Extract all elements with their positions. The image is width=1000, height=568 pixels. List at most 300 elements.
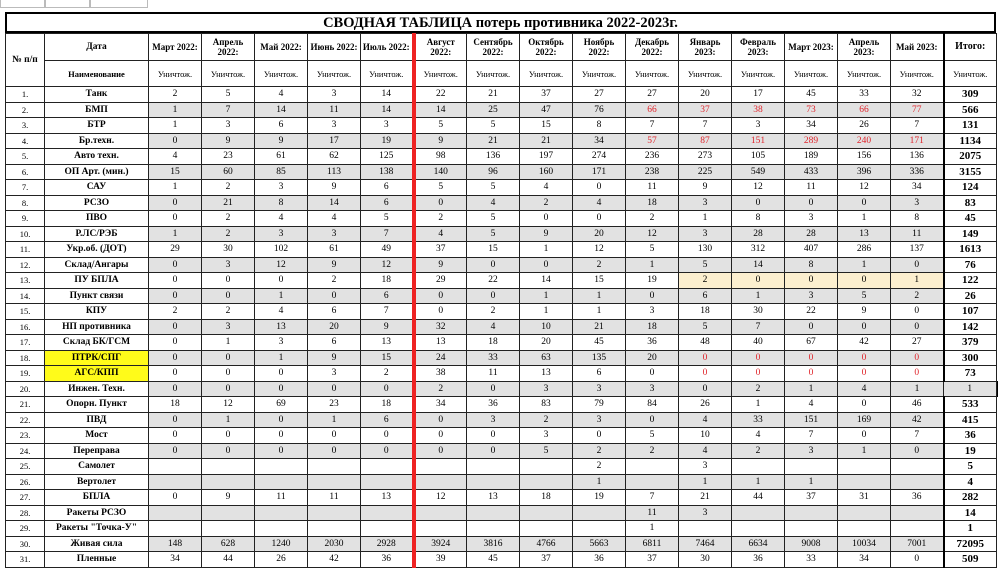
- table-row: [6, 381, 997, 397]
- row-total: 83: [944, 195, 997, 211]
- value-cell: 34: [838, 552, 891, 568]
- row-name: ПУ БПЛА: [45, 273, 149, 289]
- value-cell: 1: [679, 211, 732, 227]
- value-cell: 0: [255, 412, 308, 428]
- value-cell: 3: [573, 412, 626, 428]
- value-cell: [414, 474, 467, 490]
- value-cell: 2: [520, 412, 573, 428]
- table-row: [6, 474, 997, 490]
- value-cell: 4: [255, 211, 308, 227]
- value-cell: [149, 505, 202, 521]
- value-cell: 1: [149, 118, 202, 134]
- row-total: 72095: [944, 536, 997, 552]
- table-row: [6, 319, 997, 335]
- value-cell: 0: [838, 350, 891, 366]
- value-cell: 3: [202, 118, 255, 134]
- value-cell: 9: [414, 257, 467, 273]
- value-cell: 0: [202, 366, 255, 382]
- value-cell: 22: [467, 273, 520, 289]
- value-cell: 36: [467, 397, 520, 413]
- row-total: 1613: [944, 242, 997, 258]
- value-cell: 1240: [255, 536, 308, 552]
- header-sub: Уничтож.: [414, 61, 467, 87]
- value-cell: [838, 459, 891, 475]
- value-cell: 7: [626, 118, 679, 134]
- value-cell: 0: [467, 443, 520, 459]
- value-cell: 67: [785, 335, 838, 351]
- value-cell: 29: [149, 242, 202, 258]
- value-cell: 4: [679, 412, 732, 428]
- value-cell: 0: [255, 381, 308, 397]
- value-cell: 4: [149, 149, 202, 165]
- table-row: [6, 412, 997, 428]
- table-row: [6, 335, 997, 351]
- value-cell: 1: [255, 288, 308, 304]
- header-month: Июнь 2022:: [308, 34, 361, 61]
- value-cell: [414, 505, 467, 521]
- value-cell: [202, 459, 255, 475]
- value-cell: [255, 505, 308, 521]
- header-month: Март 2022:: [149, 34, 202, 61]
- value-cell: 2: [414, 381, 467, 397]
- value-cell: 13: [361, 335, 414, 351]
- row-total: 3155: [944, 164, 997, 180]
- value-cell: 0: [891, 552, 944, 568]
- value-cell: 137: [891, 242, 944, 258]
- value-cell: 148: [149, 536, 202, 552]
- row-number: 30.: [6, 536, 45, 552]
- value-cell: 0: [626, 412, 679, 428]
- value-cell: [732, 459, 785, 475]
- value-cell: 0: [838, 366, 891, 382]
- value-cell: 3816: [467, 536, 520, 552]
- value-cell: 34: [785, 118, 838, 134]
- value-cell: 12: [414, 490, 467, 506]
- value-cell: 4: [732, 428, 785, 444]
- value-cell: 4: [573, 195, 626, 211]
- value-cell: 28: [785, 226, 838, 242]
- value-cell: 1: [573, 288, 626, 304]
- header-sub: Уничтож.: [785, 61, 838, 87]
- value-cell: 0: [202, 428, 255, 444]
- value-cell: 8: [891, 211, 944, 227]
- row-name: ПВД: [45, 412, 149, 428]
- value-cell: 18: [626, 319, 679, 335]
- value-cell: 18: [361, 273, 414, 289]
- value-cell: 19: [626, 273, 679, 289]
- value-cell: [520, 521, 573, 537]
- value-cell: 33: [785, 552, 838, 568]
- value-cell: 0: [202, 273, 255, 289]
- value-cell: 77: [891, 102, 944, 118]
- value-cell: 37: [414, 242, 467, 258]
- row-name: Вертолет: [45, 474, 149, 490]
- row-number: 20.: [6, 381, 45, 397]
- value-cell: 76: [573, 102, 626, 118]
- value-cell: 3: [308, 87, 361, 103]
- header-sub: Уничтож.: [891, 61, 944, 87]
- header-month: Сентябрь 2022:: [467, 34, 520, 61]
- value-cell: 113: [308, 164, 361, 180]
- value-cell: 2: [626, 443, 679, 459]
- top-strip-cell: [0, 0, 45, 8]
- row-name: Переправа: [45, 443, 149, 459]
- value-cell: 21: [679, 490, 732, 506]
- value-cell: 13: [838, 226, 891, 242]
- header-row-months: [6, 34, 997, 61]
- value-cell: 84: [626, 397, 679, 413]
- header-sub: Уничтож.: [308, 61, 361, 87]
- value-cell: 6634: [732, 536, 785, 552]
- header-sub: Уничтож.: [838, 61, 891, 87]
- value-cell: 21: [573, 319, 626, 335]
- value-cell: 28: [732, 226, 785, 242]
- value-cell: [308, 474, 361, 490]
- value-cell: 10: [520, 319, 573, 335]
- value-cell: [573, 521, 626, 537]
- value-cell: 2: [361, 366, 414, 382]
- row-number: 26.: [6, 474, 45, 490]
- value-cell: 8: [573, 118, 626, 134]
- value-cell: 18: [520, 490, 573, 506]
- value-cell: 0: [308, 428, 361, 444]
- row-number: 11.: [6, 242, 45, 258]
- value-cell: 13: [361, 490, 414, 506]
- value-cell: 17: [308, 133, 361, 149]
- value-cell: [891, 459, 944, 475]
- header-month: Февраль 2023:: [732, 34, 785, 61]
- row-total: 4: [944, 474, 997, 490]
- value-cell: 1: [838, 211, 891, 227]
- value-cell: 2: [467, 304, 520, 320]
- value-cell: 37: [785, 490, 838, 506]
- row-total: 1134: [944, 133, 997, 149]
- value-cell: 140: [414, 164, 467, 180]
- value-cell: [785, 521, 838, 537]
- value-cell: 19: [361, 133, 414, 149]
- value-cell: 3: [785, 288, 838, 304]
- value-cell: 1: [149, 102, 202, 118]
- value-cell: 0: [414, 428, 467, 444]
- row-number: 1.: [6, 87, 45, 103]
- value-cell: 5: [467, 118, 520, 134]
- value-cell: 6: [573, 366, 626, 382]
- value-cell: 11: [255, 490, 308, 506]
- row-name: Пункт связи: [45, 288, 149, 304]
- value-cell: 12: [732, 180, 785, 196]
- value-cell: 0: [149, 319, 202, 335]
- value-cell: 83: [520, 397, 573, 413]
- table-row: [6, 552, 997, 568]
- value-cell: 1: [308, 412, 361, 428]
- value-cell: 4: [255, 87, 308, 103]
- value-cell: 18: [149, 397, 202, 413]
- row-number: 17.: [6, 335, 45, 351]
- value-cell: 1: [202, 335, 255, 351]
- row-name: САУ: [45, 180, 149, 196]
- value-cell: 0: [838, 195, 891, 211]
- value-cell: 1: [626, 257, 679, 273]
- row-total: 533: [944, 397, 997, 413]
- value-cell: 14: [414, 102, 467, 118]
- value-cell: 549: [732, 164, 785, 180]
- row-name: БМП: [45, 102, 149, 118]
- value-cell: 5: [467, 211, 520, 227]
- value-cell: 4: [467, 195, 520, 211]
- value-cell: [838, 521, 891, 537]
- row-name: Бр.техн.: [45, 133, 149, 149]
- row-total: 309: [944, 87, 997, 103]
- value-cell: [361, 521, 414, 537]
- value-cell: 125: [361, 149, 414, 165]
- value-cell: 33: [732, 412, 785, 428]
- value-cell: 34: [149, 552, 202, 568]
- table-row: [6, 149, 997, 165]
- row-name: КПУ: [45, 304, 149, 320]
- value-cell: 3: [520, 428, 573, 444]
- value-cell: [891, 474, 944, 490]
- value-cell: 0: [679, 350, 732, 366]
- value-cell: [785, 505, 838, 521]
- value-cell: 36: [361, 552, 414, 568]
- row-total: 142: [944, 319, 997, 335]
- row-name: АГС/КПП: [45, 366, 149, 382]
- value-cell: 20: [520, 335, 573, 351]
- row-name: НП противника: [45, 319, 149, 335]
- row-total: 26: [944, 288, 997, 304]
- value-cell: 5: [467, 226, 520, 242]
- value-cell: [838, 505, 891, 521]
- value-cell: [202, 521, 255, 537]
- value-cell: 14: [255, 102, 308, 118]
- value-cell: 4: [255, 304, 308, 320]
- row-name: РСЗО: [45, 195, 149, 211]
- value-cell: 0: [255, 366, 308, 382]
- value-cell: 2: [414, 211, 467, 227]
- row-number: 13.: [6, 273, 45, 289]
- table-row: [6, 133, 997, 149]
- value-cell: 6: [308, 304, 361, 320]
- value-cell: 0: [308, 443, 361, 459]
- row-name: ОП Арт. (мин.): [45, 164, 149, 180]
- row-name: Пленные: [45, 552, 149, 568]
- header-month: Январь 2023:: [679, 34, 732, 61]
- table-row: [6, 242, 997, 258]
- row-total: 36: [944, 428, 997, 444]
- value-cell: 135: [573, 350, 626, 366]
- value-cell: 15: [361, 350, 414, 366]
- value-cell: 1: [149, 226, 202, 242]
- value-cell: 3: [467, 412, 520, 428]
- value-cell: 407: [785, 242, 838, 258]
- value-cell: 7001: [891, 536, 944, 552]
- value-cell: 0: [149, 335, 202, 351]
- value-cell: 1: [573, 474, 626, 490]
- value-cell: 13: [414, 335, 467, 351]
- value-cell: 2: [202, 211, 255, 227]
- value-cell: 3: [255, 226, 308, 242]
- value-cell: 5: [838, 288, 891, 304]
- value-cell: 0: [149, 381, 202, 397]
- value-cell: 9: [255, 133, 308, 149]
- value-cell: 6: [361, 412, 414, 428]
- value-cell: 33: [838, 87, 891, 103]
- value-cell: 4: [467, 319, 520, 335]
- row-number: 10.: [6, 226, 45, 242]
- row-number: 29.: [6, 521, 45, 537]
- value-cell: 0: [732, 350, 785, 366]
- value-cell: 4: [785, 397, 838, 413]
- value-cell: 2030: [308, 536, 361, 552]
- value-cell: 0: [255, 273, 308, 289]
- value-cell: 11: [467, 366, 520, 382]
- value-cell: 26: [838, 118, 891, 134]
- table-row: [6, 490, 997, 506]
- value-cell: 6811: [626, 536, 679, 552]
- value-cell: 7: [626, 490, 679, 506]
- value-cell: 2: [202, 226, 255, 242]
- value-cell: [414, 459, 467, 475]
- table-row: [6, 304, 997, 320]
- header-date: Дата: [45, 34, 149, 61]
- value-cell: 0: [891, 304, 944, 320]
- row-name: Укр.об. (ДОТ): [45, 242, 149, 258]
- value-cell: 628: [202, 536, 255, 552]
- value-cell: 20: [573, 226, 626, 242]
- value-cell: 136: [891, 149, 944, 165]
- table-row: [6, 397, 997, 413]
- value-cell: 3: [308, 226, 361, 242]
- row-total: 379: [944, 335, 997, 351]
- value-cell: 396: [838, 164, 891, 180]
- value-cell: 11: [626, 180, 679, 196]
- value-cell: 0: [626, 288, 679, 304]
- value-cell: [361, 474, 414, 490]
- value-cell: 36: [626, 335, 679, 351]
- value-cell: [467, 505, 520, 521]
- value-cell: 98: [414, 149, 467, 165]
- value-cell: 102: [255, 242, 308, 258]
- value-cell: 21: [202, 195, 255, 211]
- value-cell: [732, 521, 785, 537]
- value-cell: [149, 474, 202, 490]
- value-cell: 42: [308, 552, 361, 568]
- table-row: [6, 536, 997, 552]
- value-cell: 0: [785, 366, 838, 382]
- table-row: [6, 87, 997, 103]
- value-cell: 3: [255, 335, 308, 351]
- header-month: Октябрь 2022:: [520, 34, 573, 61]
- value-cell: 3: [785, 211, 838, 227]
- header-month: Май 2023:: [891, 34, 944, 61]
- value-cell: 5: [626, 242, 679, 258]
- value-cell: 21: [467, 133, 520, 149]
- value-cell: 0: [414, 412, 467, 428]
- table-row: [6, 164, 997, 180]
- value-cell: 0: [308, 288, 361, 304]
- value-cell: 0: [838, 397, 891, 413]
- row-number: 18.: [6, 350, 45, 366]
- value-cell: 0: [414, 288, 467, 304]
- value-cell: 0: [255, 443, 308, 459]
- value-cell: 6: [308, 335, 361, 351]
- value-cell: 0: [149, 273, 202, 289]
- value-cell: 0: [679, 366, 732, 382]
- row-number: 24.: [6, 443, 45, 459]
- value-cell: 0: [573, 180, 626, 196]
- table-row: [6, 350, 997, 366]
- value-cell: 0: [785, 319, 838, 335]
- value-cell: 2: [573, 257, 626, 273]
- value-cell: 18: [626, 195, 679, 211]
- value-cell: 0: [785, 273, 838, 289]
- value-cell: 11: [308, 102, 361, 118]
- value-cell: 6: [679, 288, 732, 304]
- value-cell: [679, 521, 732, 537]
- value-cell: 9: [308, 180, 361, 196]
- value-cell: 3: [891, 195, 944, 211]
- row-total: 415: [944, 412, 997, 428]
- table-row: [6, 459, 997, 475]
- value-cell: 11: [626, 505, 679, 521]
- value-cell: 30: [732, 304, 785, 320]
- value-cell: 171: [891, 133, 944, 149]
- value-cell: 7: [785, 428, 838, 444]
- value-cell: 1: [255, 350, 308, 366]
- value-cell: 0: [785, 350, 838, 366]
- value-cell: 45: [467, 552, 520, 568]
- sheet-top-strip: [0, 0, 1000, 10]
- value-cell: 7: [361, 304, 414, 320]
- value-cell: 274: [573, 149, 626, 165]
- value-cell: 11: [785, 180, 838, 196]
- top-strip-cell: [45, 0, 90, 8]
- row-name: Самолет: [45, 459, 149, 475]
- value-cell: 1: [838, 443, 891, 459]
- table-row: [6, 118, 997, 134]
- value-cell: 2: [732, 443, 785, 459]
- row-name: Ракеты "Точка-У": [45, 521, 149, 537]
- value-cell: [361, 459, 414, 475]
- value-cell: 3: [626, 381, 679, 397]
- value-cell: 2928: [361, 536, 414, 552]
- header-sub: Уничтож.: [732, 61, 785, 87]
- value-cell: 273: [679, 149, 732, 165]
- value-cell: 5: [520, 443, 573, 459]
- value-cell: 0: [414, 443, 467, 459]
- value-cell: [838, 474, 891, 490]
- value-cell: 0: [891, 443, 944, 459]
- value-cell: 38: [732, 102, 785, 118]
- value-cell: 30: [202, 242, 255, 258]
- row-name: ПТРК/СПГ: [45, 350, 149, 366]
- row-name: Танк: [45, 87, 149, 103]
- value-cell: 12: [573, 242, 626, 258]
- value-cell: 151: [785, 412, 838, 428]
- value-cell: 0: [361, 381, 414, 397]
- row-total: 131: [944, 118, 997, 134]
- value-cell: 0: [467, 381, 520, 397]
- value-cell: 0: [308, 381, 361, 397]
- value-cell: 0: [202, 350, 255, 366]
- value-cell: 7: [891, 428, 944, 444]
- value-cell: 136: [467, 149, 520, 165]
- value-cell: 1: [944, 381, 997, 397]
- row-number: 7.: [6, 180, 45, 196]
- row-name: Авто техн.: [45, 149, 149, 165]
- value-cell: 44: [732, 490, 785, 506]
- row-total: 1: [944, 521, 997, 537]
